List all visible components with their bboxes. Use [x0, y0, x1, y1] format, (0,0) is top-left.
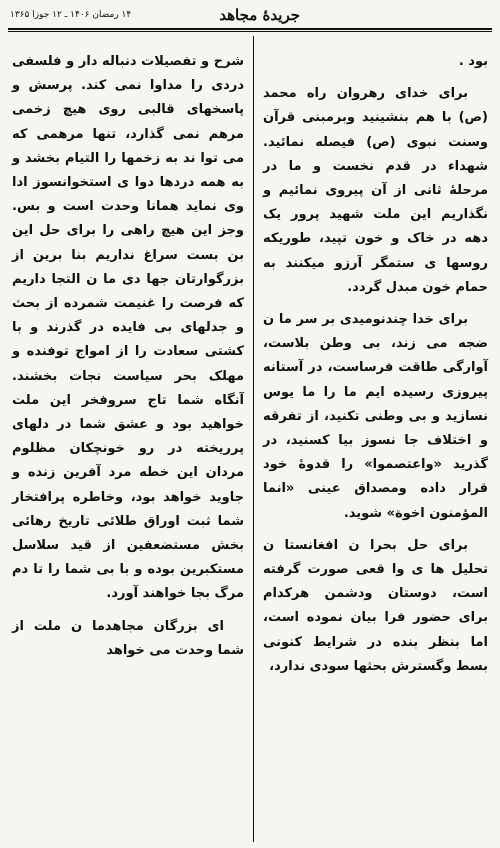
paragraph: ای بزرگان مجاهدما ن ملت از شما وحدت می خواهد: [12, 618, 244, 658]
paragraph: بود .: [458, 54, 488, 69]
right-column: [263, 50, 488, 687]
issue-date-line: ۱۴ رمضان ۱۴۰۶ ـ ۱۲ جوزا ۱۳۶۵: [10, 10, 132, 20]
left-column: [12, 50, 244, 671]
page-header: [10, 4, 490, 26]
paragraph: برای خدا چندنومیدی بر سر ما ن ضجه می زند، بی وطن بلاست، آوارگی طاقت فرساست، در آستانه پیروزی رسیده ایم ما را ما یوس نسازید و بی وطنی تکنید، از تفرقه و اختلاف جا نسوز بیا کسنید، در گذرید «واعتصموا» را قدوهٔ خود قرار داده ومصداق عینی «انما المؤمنون اخوة» شوید.: [263, 312, 488, 521]
header-rule: [8, 28, 492, 30]
paragraph: شرح و تفصیلات دنباله دار و فلسفی دردی را مداوا نمی کند. پرسش و پاسخهای قالبی روی هیچ زخمی مرهم نمی گذارد، تنها مرهمی که می توا ند به زخمها را التیام بخشد و به همه دردها دوا ی استخوانسوز ادا وی نماید همانا وحدت است و بس. وجز این هیچ راهی را برای حل این بن بست سراغ نداریم بنا برین از بزرگوارتان جها دی ما ن التجا داریم که فرصت را غنیمت شمرده از بحث و جدلهای بی فایده در گذرند و با کشتی سعادت را از امواج توفنده و مهلک بحر سیاست نجات بخشند. آنگاه شما تاج سروفخر این ملت خواهید بود و عشق شما در دلهای پرریخته در رو خونچکان مظلوم مردان این خطه مرد آفرین زنده و جاوید خواهد بود، وخاطره پرافتخار شما ثبت اوراق طلائی تاریخ رهائی بخش مستضعفین از قید سلاسل مستکبرین بوده و با بی شما را تا دم مرگ بجا خواهند آورد.: [12, 54, 244, 602]
header-rule-thin: [8, 31, 492, 32]
paragraph: برای حل بحرا ن افغانستا ن تحلیل ها ی وا قعی صورت گرفته است، دوستان ودشمن هرکدام برای حضور فرا بیان نموده است، اما بنظر بنده در شرایط کنونی بسط وگسترش بحثها سودی ندارد،: [263, 537, 488, 674]
paragraph: برای خدای رهروان راه محمد (ص) با هم بنشینید وبرمبنی قرآن وسنت نبوی (ص) فیصله نمائید. شهداء در قدم نخست و ما در مرحلهٔ ثانی از آن پیروی نمائیم و نگذاریم این ملت شهید پرور یک دهه در خاک و خون تپید، طوریکه روسها ی ستمگر آرزو میکنند به حمام خون مبدل گردد.: [263, 86, 488, 295]
masthead-title: جریدهٔ مجاهد: [219, 6, 300, 24]
column-divider: [253, 36, 254, 842]
